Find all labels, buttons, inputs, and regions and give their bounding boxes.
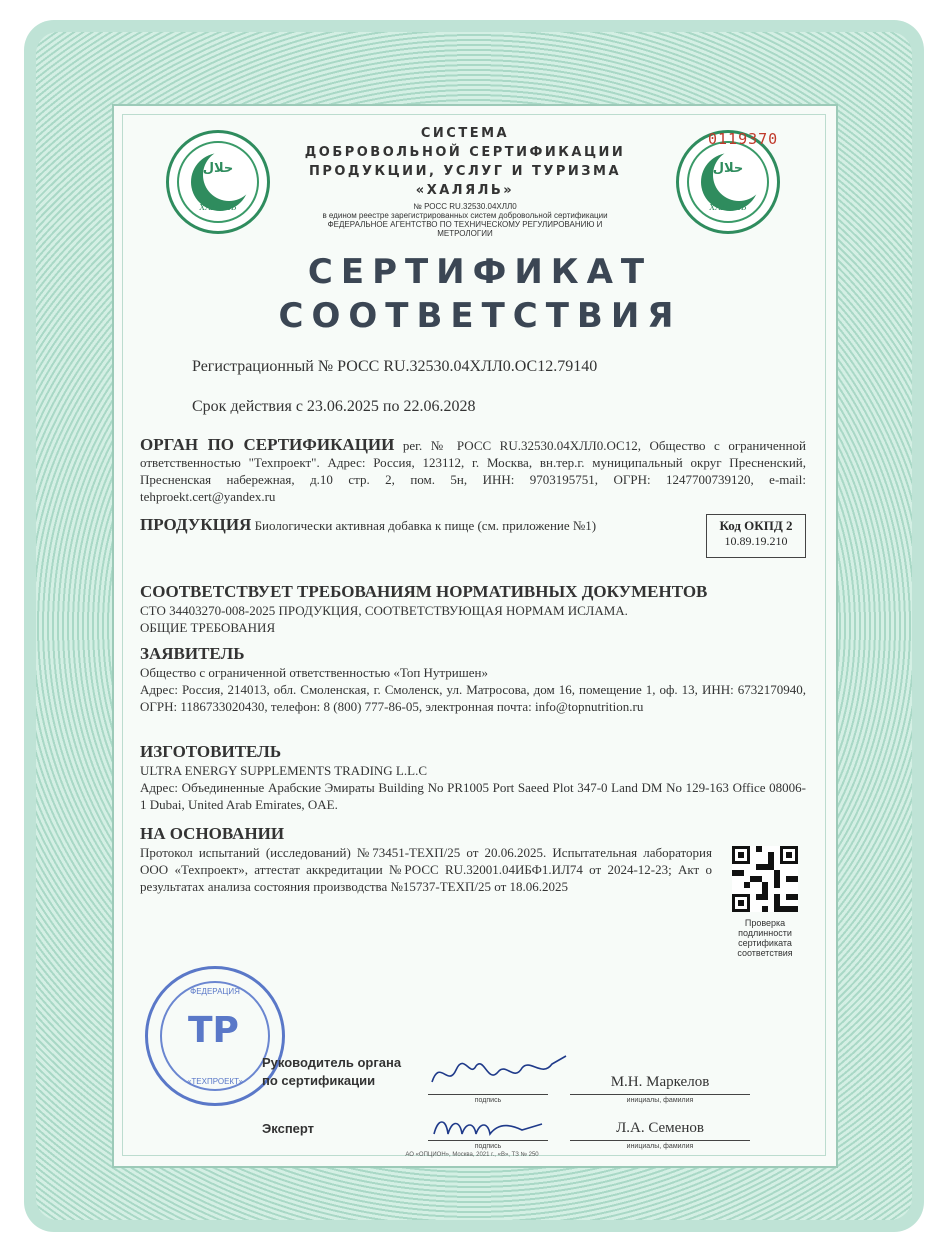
applicant-address: Адрес: Россия, 214013, обл. Смоленская, г. Смоленск, ул. Матросова, дом 16, помещение 1, оф. 13, ИНН: 6732170940, ОГРН: 1186733020430, телефон: 8 (800) 777-86-05, электронная почта: info@topnutrition.ru (140, 682, 806, 714)
manufacturer-heading: ИЗГОТОВИТЕЛЬ (140, 742, 282, 761)
expert-label: Эксперт (262, 1121, 315, 1136)
certification-body-heading: ОРГАН ПО СЕРТИФИКАЦИИ (140, 435, 395, 454)
certification-body-text: рег. № РОСС RU.32530.04ХЛЛ0.ОС12, Общество с ограниченной ответственностью "Техпроект". Адрес: Россия, 123112, г. Москва, вн.тер.г. муниципальный округ Пресненский, Пресненская набережная, д.10 стр. 2, пом. 5н, ИНН: 9703195751, ОГРН: 1247700739120, e-mail: tehproekt.cert@yandex.ru (140, 438, 807, 504)
halal-seal-right: حلال ХАЛЯЛЬ (676, 130, 780, 234)
head-name: М.Н. Маркелов (610, 1074, 710, 1090)
basis-section (140, 824, 712, 895)
product-text: Биологически активная добавка к пище (см. приложение №1) (254, 518, 597, 533)
seal-label: ХАЛЯЛЬ (199, 203, 237, 212)
manufacturer-name: ULTRA ENERGY SUPPLEMENTS TRADING L.L.C (140, 763, 427, 778)
product-heading: ПРОДУКЦИЯ (140, 515, 252, 534)
techproekt-logo-icon: ТР (188, 1010, 239, 1051)
registry-info: № РОСС RU.32530.04ХЛЛ0 в едином реестре зарегистрированных систем добровольной сертификации ФЕДЕРАЛЬНОЕ АГЕНТСТВО ПО ТЕХНИЧЕСКОМУ РЕГУЛИРОВАНИЮ И МЕТРОЛОГИИ (322, 202, 608, 238)
head-of-body-label: Руководитель органа по сертификации (262, 1055, 402, 1088)
okpd-code-box (706, 514, 806, 558)
certification-stamp: ФЕДЕРАЦИЯ ТР «ТЕХПРОЕКТ» (145, 966, 285, 1106)
system-title: СИСТЕМА ДОБРОВОЛЬНОЙ СЕРТИФИКАЦИИ ПРОДУКЦИИ, УСЛУГ И ТУРИЗМА «ХАЛЯЛЬ» (304, 126, 626, 198)
expert-name: Л.А. Семенов (616, 1120, 704, 1136)
expert-signature (426, 1104, 556, 1144)
registration-number: Регистрационный № РОСС RU.32530.04ХЛЛ0.ОС12.79140 (192, 358, 598, 375)
manufacturer-address: Адрес: Объединенные Арабские Эмираты Building No PR1005 Port Saeed Plot 347-0 Land DM No 129-163 Office 08006-1 Dubai, United Arab Emirates, OAE. (140, 780, 806, 812)
product (140, 516, 700, 534)
certificate-subtitle: СООТВЕТСТВИЯ (278, 296, 682, 336)
head-signature (426, 1048, 576, 1094)
manufacturer-section (140, 742, 806, 813)
applicant-name: Общество с ограниченной ответственностью «Топ Нутришен» (140, 665, 488, 680)
qr-caption: Проверка подлинности сертификата соответствия (737, 918, 793, 958)
compliance-line1: СТО 34403270-008-2025 ПРОДУКЦИЯ, СООТВЕТСТВУЮЩАЯ НОРМАМ ИСЛАМА. (140, 603, 628, 618)
compliance-line2: ОБЩИЕ ТРЕБОВАНИЯ (140, 620, 276, 635)
compliance-heading: СООТВЕТСТВУЕТ ТРЕБОВАНИЯМ НОРМАТИВНЫХ ДОКУМЕНТОВ (140, 582, 708, 601)
halal-seal-left: حلال ХАЛЯЛЬ (166, 130, 270, 234)
certificate-title: СЕРТИФИКАТ (307, 252, 653, 292)
basis-heading: НА ОСНОВАНИИ (140, 824, 285, 843)
printer-imprint: АО «ОПЦИОН», Москва, 2021 г., «В», ТЗ № 250 (405, 1152, 539, 1158)
validity-period: Срок действия с 23.06.2025 по 22.06.2028 (192, 398, 476, 415)
compliance-section (140, 582, 806, 636)
serial-number: 0119370 (708, 130, 779, 148)
okpd-value: 10.89.19.210 (724, 534, 788, 548)
seal-label: ХАЛЯЛЬ (709, 203, 747, 212)
applicant-section (140, 644, 806, 715)
applicant-heading: ЗАЯВИТЕЛЬ (140, 644, 245, 663)
qr-code[interactable] (732, 846, 798, 912)
certification-body (140, 436, 806, 505)
basis-text: Протокол испытаний (исследований) №73451-ТЕХП/25 от 20.06.2025. Испытательная лаборатория ООО «Техпроект», аттестат аккредитации №РОСС RU.32001.04ИБФ1.ИЛ74 от 2024-12-23; Акт о результатах анализа состояния производства №15737-ТЕХП/25 от 18.06.2025 (140, 845, 712, 894)
okpd-label: Код ОКПД 2 (719, 518, 793, 533)
